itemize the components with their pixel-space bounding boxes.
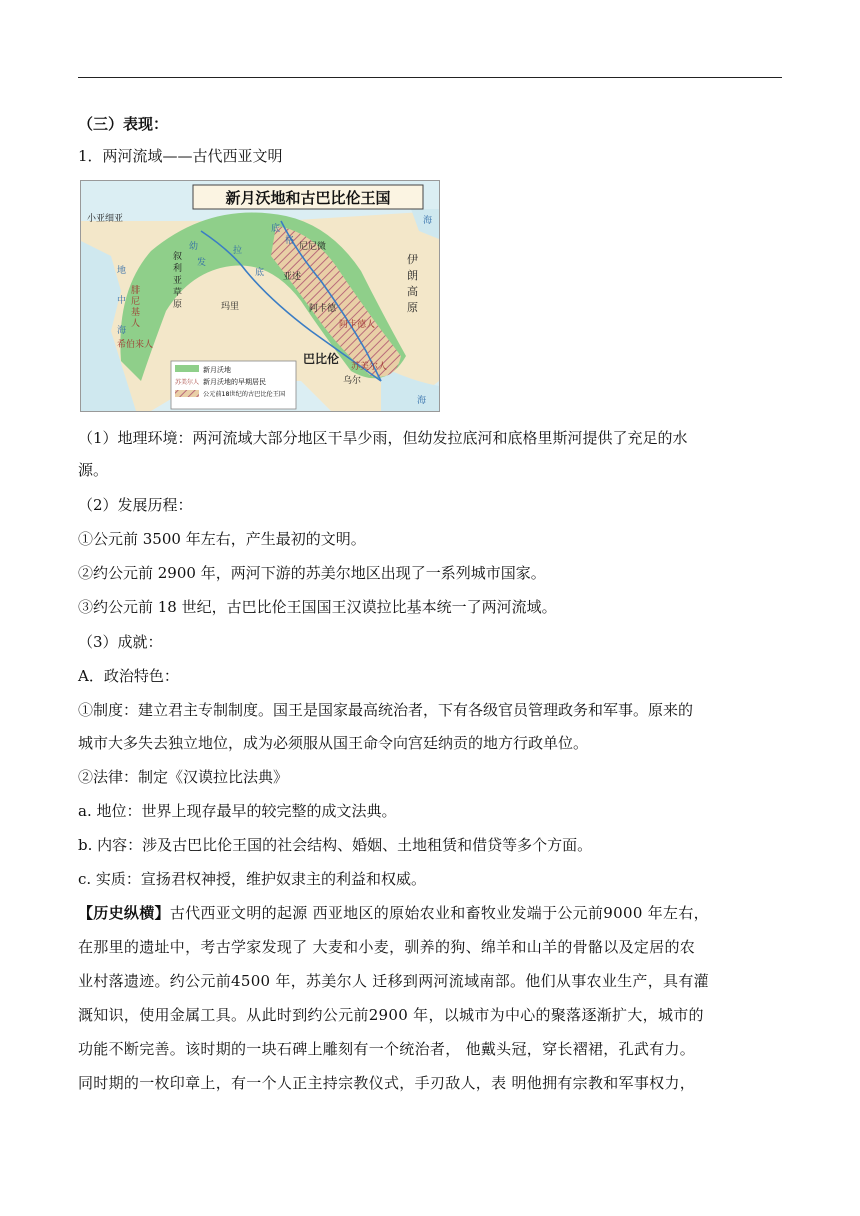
label-phoen-3: 基	[131, 308, 141, 318]
label-akkad: 阿卡德	[309, 304, 337, 314]
label-syria-4: 草	[173, 288, 183, 298]
history-text-1: 古代西亚文明的起源 西亚地区的原始农业和畜牧业发端于公元前9000 年左右，	[169, 904, 709, 922]
para-law-essence: c. 实质：宣扬君权神授，维护奴隶主的利益和权威。	[78, 870, 426, 888]
map-title: 新月沃地和古巴比伦王国	[225, 189, 391, 207]
para-politics: A．政治特色：	[78, 667, 179, 685]
map-legend	[171, 361, 296, 409]
label-iran-3: 高	[407, 285, 418, 298]
history-line-2: 在那里的遗址中，考古学家发现了 大麦和小麦，驯养的狗、绵羊和山羊的骨骼以及定居的农	[78, 938, 696, 956]
label-euph-4: 底	[255, 268, 265, 278]
label-phoen-1: 腓	[131, 286, 141, 296]
para-dev-1: ①公元前 3500 年左右，产生最初的文明。	[78, 530, 366, 548]
label-sea-2: 中	[117, 296, 127, 306]
label-tigr-1: 底	[271, 224, 281, 234]
label-iran-1: 伊	[407, 253, 418, 266]
para-dev-2: ②约公元前 2900 年，两河下游的苏美尔地区出现了一系列城市国家。	[78, 564, 546, 582]
para-geography: （1）地理环境：两河流域大部分地区干旱少雨，但幼发拉底河和底格里斯河提供了充足的水	[78, 429, 688, 447]
history-label: 【历史纵横】	[78, 904, 170, 922]
para-development: （2）发展历程：	[78, 496, 193, 514]
para-law-content: b. 内容：涉及古巴比伦王国的社会结构、婚姻、土地租赁和借贷等多个方面。	[78, 836, 593, 854]
section-title: （三）表现：	[78, 115, 169, 133]
label-phoen-2: 尼	[131, 297, 141, 307]
history-line-6: 同时期的一枚印章上，有一个人正主持宗教仪式，手刃敌人，表 明他拥有宗教和军事权力，	[78, 1074, 696, 1092]
label-gulf: 海	[417, 396, 427, 406]
crescent-map	[80, 180, 440, 412]
label-ur: 乌尔	[343, 376, 362, 386]
label-hebrew: 希伯来人	[117, 340, 154, 350]
label-phoen-4: 人	[131, 319, 141, 329]
para-achievements: （3）成就：	[78, 633, 163, 651]
label-akkadians: 阿卡德人	[339, 320, 376, 330]
label-sumerians: 苏美尔人	[351, 362, 388, 372]
para-geography-cont: 源。	[78, 461, 109, 479]
para-dev-3: ③约公元前 18 世纪，古巴比伦王国国王汉谟拉比基本统一了两河流域。	[78, 598, 557, 616]
label-euph-2: 发	[197, 258, 207, 268]
label-iran-2: 朗	[407, 269, 418, 282]
label-caspian: 海	[423, 216, 433, 226]
label-iran-4: 原	[407, 301, 418, 314]
map-svg	[81, 181, 439, 411]
history-line-3: 业村落遗迹。约公元前4500 年，苏美尔人 迁移到两河流域南部。他们从事农业生产，具有灌	[78, 972, 709, 990]
para-system-cont: 城市大多失去独立地位，成为必须服从国王命令向宫廷纳贡的地方行政单位。	[78, 734, 589, 752]
label-asia-minor: 小亚细亚	[87, 214, 124, 224]
para-law: ②法律：制定《汉谟拉比法典》	[78, 768, 289, 786]
header-rule	[78, 77, 782, 78]
label-euph-1: 幼	[189, 242, 199, 252]
legend-sample-sumerians: 苏美尔人	[175, 379, 200, 386]
legend-swatch-fertile	[175, 365, 199, 372]
label-sea-1: 地	[117, 266, 127, 276]
para-system: ①制度：建立君主专制制度。国王是国家最高统治者，下有各级官员管理政务和军事。原来的	[78, 701, 694, 719]
label-euph-3: 拉	[233, 246, 243, 256]
label-sea-3: 海	[117, 326, 127, 336]
history-line-1	[78, 903, 709, 923]
label-syria-3: 亚	[173, 276, 183, 286]
para-law-status: a. 地位：世界上现存最早的较完整的成文法典。	[78, 802, 397, 820]
item1-title: 1．两河流域——古代西亚文明	[78, 147, 283, 165]
label-nineveh: 尼尼微	[299, 242, 327, 252]
legend-text-residents: 新月沃地的早期居民	[203, 378, 266, 386]
label-syria-1: 叙	[173, 252, 183, 262]
history-line-4: 溉知识，使用金属工具。从此时到约公元前2900 年，以城市为中心的聚落逐渐扩大，城市的	[78, 1006, 704, 1024]
label-syria-5: 原	[173, 300, 183, 310]
label-mari: 玛里	[221, 302, 240, 312]
label-assyria: 亚述	[283, 272, 302, 282]
label-babylon: 巴比伦	[303, 352, 340, 366]
label-syria-2: 利	[173, 264, 183, 274]
label-tigr-2: 格	[285, 236, 295, 246]
history-line-5: 功能不断完善。该时期的一块石碑上雕刻有一个统治者， 他戴头冠，穿长褶裙，孔武有力。	[78, 1040, 696, 1058]
legend-swatch-kingdom	[175, 390, 199, 397]
legend-text-fertile: 新月沃地	[203, 366, 231, 374]
legend-text-kingdom: 公元前18世纪的古巴比伦王国	[203, 391, 286, 398]
